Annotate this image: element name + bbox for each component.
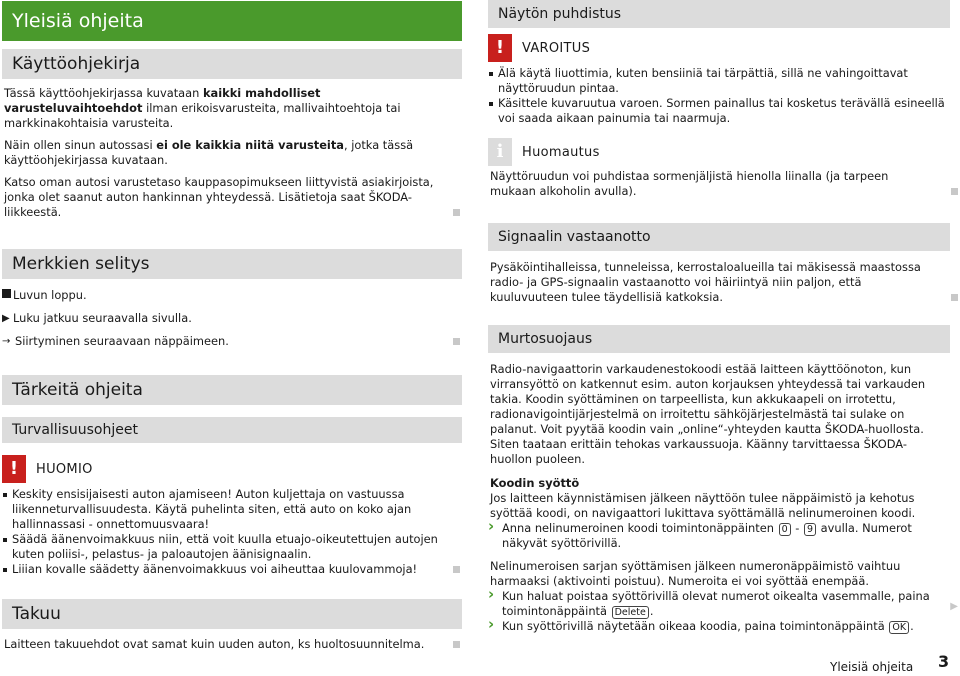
page-footer (0, 654, 960, 676)
list-item: Liiian kovalle säädetty äänenvoimakkuus voi aiheuttaa kuulovammoja! (2, 562, 448, 577)
note-box (488, 138, 950, 166)
end-square-icon (2, 288, 13, 303)
end-square-icon (951, 188, 958, 195)
symbol-text: Siirtyminen seuraavaan näppäimeen. (15, 334, 229, 348)
end-square-icon (453, 566, 460, 573)
warning-title: VAROITUS (522, 40, 591, 56)
key-9: 9 (804, 523, 816, 536)
warning-icon: ! (488, 34, 512, 62)
symbol-text: Luvun loppu. (13, 288, 87, 302)
list-item: Säädä äänenvoimakkuus niin, että voit kuulla etuajo-oikeutettujen autojen kuten poliisi-, pelastus- ja paloautojen äänisignaalin. (2, 532, 448, 562)
theft-text: Radio-navigaattorin varkaudenestokoodi estää laitteen käyttöönoton, kun virransyöttö on katkennut esim. auton korjauksen yhteydessä tai varkauden takia. Koodin syöttäminen on tarpeellista, kun akkukaapeli on irrotettu, radionavigointijärjestelmä on irroitettu sähköjärjestelmästä tai sulake on palanut. Voit pyytää koodin vain „online“-yhteyden kautta ŠKODA-huollosta. Siten taataan erittäin tehokas varkaussuoja. Käänny tarvittaessa ŠKODA-huollon puoleen. (490, 362, 926, 466)
code-steps-section (488, 589, 958, 634)
warranty-heading: Takuu (2, 599, 462, 629)
symbols-section (2, 288, 462, 349)
end-square-icon (453, 641, 460, 648)
warning-box (488, 34, 950, 62)
warning-icon: ! (2, 455, 26, 483)
list-item: Älä käytä liuottimia, kuten bensiiniä tai tärpättiä, sillä ne vahingoittavat näyttöruudun pintaa. (488, 66, 950, 96)
left-column (2, 0, 462, 652)
symbol-row (2, 311, 462, 326)
notice-box (2, 455, 462, 483)
important-heading: Tärkeitä ohjeita (2, 375, 462, 405)
note-title: Huomautus (522, 144, 600, 160)
signal-text: Pysäköintihalleissa, tunneleissa, kerrostaloalueilla tai mäkisessä maastossa radio- ja GPS-signaalin vastaanotto voi häiriintyä niin paljon, että kuuluvuuteen tulee täydellisiä katkoksia. (490, 260, 921, 304)
notice-title: HUOMIO (36, 461, 93, 477)
page-number: 3 (938, 652, 950, 671)
manual-heading: Käyttöohjekirja (2, 49, 462, 79)
code-steps-1 (488, 521, 950, 551)
step-item: › Kun syöttörivillä näytetään oikeaa koodia, paina toimintonäppäintä OK . (488, 619, 940, 634)
signal-section (488, 260, 950, 305)
list-item: Keskity ensisijaisesti auton ajamiseen! Auton kuljettaja on vastuussa liikenneturvallisuudesta. Käytä puhelinta siten, että auto on koko ajan hallinnassasi - onnettomuusvaara! (2, 487, 448, 532)
right-arrow-icon: → (2, 336, 11, 347)
end-square-icon (453, 338, 460, 345)
continue-triangle-icon: ▶ (2, 313, 10, 324)
notice-list (2, 487, 462, 577)
step-item: › Kun haluat poistaa syöttörivillä olevat numerot oikealta vasemmalle, paina toimintonäppäintä Delete . (488, 589, 940, 619)
manual-paragraph-1: Tässä käyttöohjekirjassa kuvataan kaikki mahdolliset varusteluvaihtoehdot ilman erikoisvarusteita, mallivaihtoehtoja tai markkinakohtaisia varusteita. (4, 86, 401, 130)
right-column (488, 0, 958, 634)
safety-heading: Turvallisuusohjeet (2, 417, 462, 443)
end-square-icon (951, 294, 958, 301)
signal-heading: Signaalin vastaanotto (488, 223, 950, 251)
theft-heading: Murtosuojaus (488, 325, 950, 353)
info-icon: i (488, 138, 512, 166)
delete-key: Delete (612, 606, 649, 619)
symbol-text: Luku jatkuu seuraavalla sivulla. (13, 311, 192, 325)
note-section (488, 169, 950, 199)
cleaning-heading: Näytön puhdistus (488, 0, 950, 28)
manual-paragraph-3: Katso oman autosi varustetaso kauppasopimukseen liittyvistä asiakirjoista, jonka olet saanut auton hankinnan yhteydessä. Lisätietoja saat ŠKODA-liikkeestä. (4, 175, 434, 219)
page-title: Yleisiä ohjeita (2, 1, 462, 41)
manual-section (2, 86, 462, 220)
symbol-row (2, 288, 462, 303)
note-text: Näyttöruudun voi puhdistaa sormenjäljistä hienolla liinalla (ja tarpeen mukaan alkoholin avulla). (490, 169, 889, 198)
code-text-2: Nelinumeroisen sarjan syöttämisen jälkeen numeronäppäimistö vaihtuu harmaaksi (aktivointi poistuu). Numeroita ei voi syöttää enempää. (490, 559, 901, 588)
warning-list (488, 66, 950, 126)
list-item: Käsittele kuvaruutua varoen. Sormen painallus tai kosketus terävällä esineellä voi saada aikaan painumia tai naarmuja. (488, 96, 950, 126)
key-0: 0 (779, 523, 791, 536)
end-square-icon (453, 209, 460, 216)
code-heading: Koodin syöttö (490, 476, 580, 490)
symbols-heading: Merkkien selitys (2, 249, 462, 279)
manual-paragraph-2: Näin ollen sinun autossasi ei ole kaikkia niitä varusteita, jotka tässä käyttöohjekirjassa kuvataan. (4, 138, 414, 167)
continue-triangle-icon: ▶ (950, 601, 958, 612)
footer-section-label: Yleisiä ohjeita (830, 660, 914, 674)
ok-key: OK (889, 621, 909, 634)
notice-list-section (2, 487, 462, 577)
code-text-1: Jos laitteen käynnistämisen jälkeen näyttöön tulee näppäimistö ja kehotus syöttää koodi, on navigaattori lukittava syöttämällä nelinumeroinen koodi. (490, 491, 916, 520)
symbol-row (2, 334, 462, 349)
warranty-section (2, 637, 462, 652)
warranty-text: Laitteen takuuehdot ovat samat kuin uuden auton, ks huoltosuunnitelma. (4, 637, 425, 651)
step-item: › Anna nelinumeroinen koodi toimintonäppäinten 0 - 9 avulla. Numerot näkyvät syöttörivillä. (488, 521, 950, 551)
code-steps-2 (488, 589, 950, 634)
